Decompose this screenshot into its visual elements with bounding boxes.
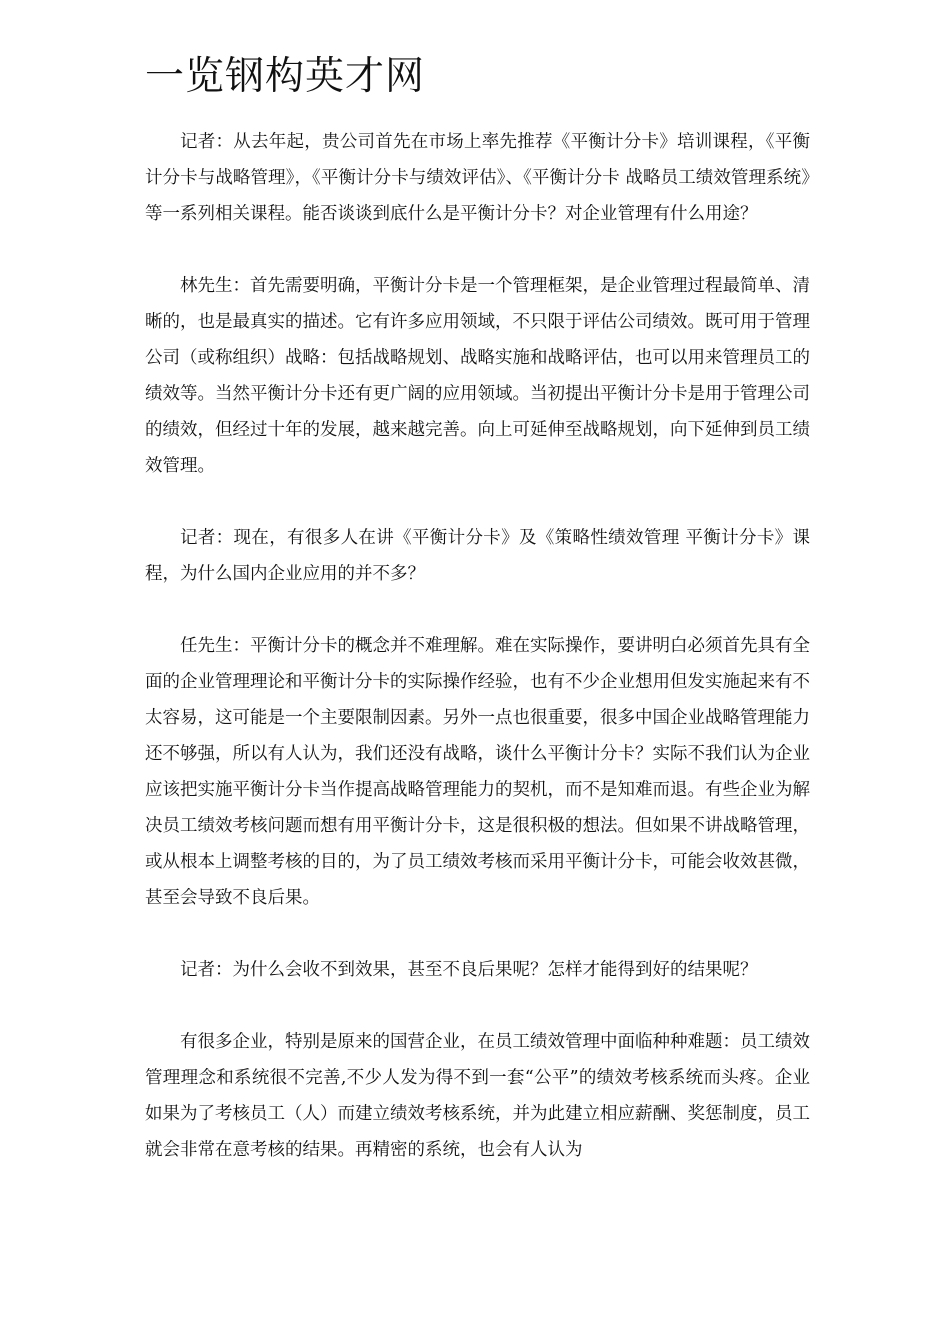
document-title: 一览钢构英才网 xyxy=(145,54,426,99)
paragraph: 记者：从去年起，贵公司首先在市场上率先推荐《平衡计分卡》培训课程，《平衡计分卡与战略管理》，《平衡计分卡与绩效评估》、《平衡计分卡 战略员工绩效管理系统》等一系列相关课程。能否谈谈到底什么是平衡计分卡？对企业管理有什么用途？ xyxy=(145,132,810,224)
paragraph: 林先生：首先需要明确，平衡计分卡是一个管理框架，是企业管理过程最简单、清晰的，也是最真实的描述。它有许多应用领域，不只限于评估公司绩效。既可用于管理公司（或称组织）战略：包括战略规划、战略实施和战略评估，也可以用来管理员工的绩效等。当然平衡计分卡还有更广阔的应用领域。当初提出平衡计分卡是用于管理公司的绩效，但经过十年的发展，越来越完善。向上可延伸至战略规划，向下延伸到员工绩效管理。 xyxy=(145,276,810,476)
paragraph: 记者：现在，有很多人在讲《平衡计分卡》及《策略性绩效管理 平衡计分卡》课程，为什么国内企业应用的并不多？ xyxy=(145,528,810,584)
paragraph: 记者：为什么会收不到效果，甚至不良后果呢？怎样才能得到好的结果呢？ xyxy=(180,960,758,980)
paragraph: 任先生：平衡计分卡的概念并不难理解。难在实际操作，要讲明白必须首先具有全面的企业管理理论和平衡计分卡的实际操作经验，也有不少企业想用但发实施起来有不太容易，这可能是一个主要限制因素。另外一点也很重要，很多中国企业战略管理能力还不够强，所以有人认为，我们还没有战略，谈什么平衡计分卡？实际不我们认为企业应该把实施平衡计分卡当作提高战略管理能力的契机，而不是知难而退。有些企业为解决员工绩效考核问题而想有用平衡计分卡，这是很积极的想法。但如果不讲战略管理，或从根本上调整考核的目的，为了员工绩效考核而采用平衡计分卡，可能会收效甚微，甚至会导致不良后果。 xyxy=(145,636,810,908)
paragraph: 有很多企业，特别是原来的国营企业，在员工绩效管理中面临种种难题：员工绩效管理理念和系统很不完善,不少人发为得不到一套“公平”的绩效考核系统而头疼。企业如果为了考核员工（人）而建立绩效考核系统，并为此建立相应薪酬、奖惩制度，员工就会非常在意考核的结果。再精密的系统，也会有人认为 xyxy=(145,1032,810,1160)
document-page xyxy=(145,52,810,1204)
